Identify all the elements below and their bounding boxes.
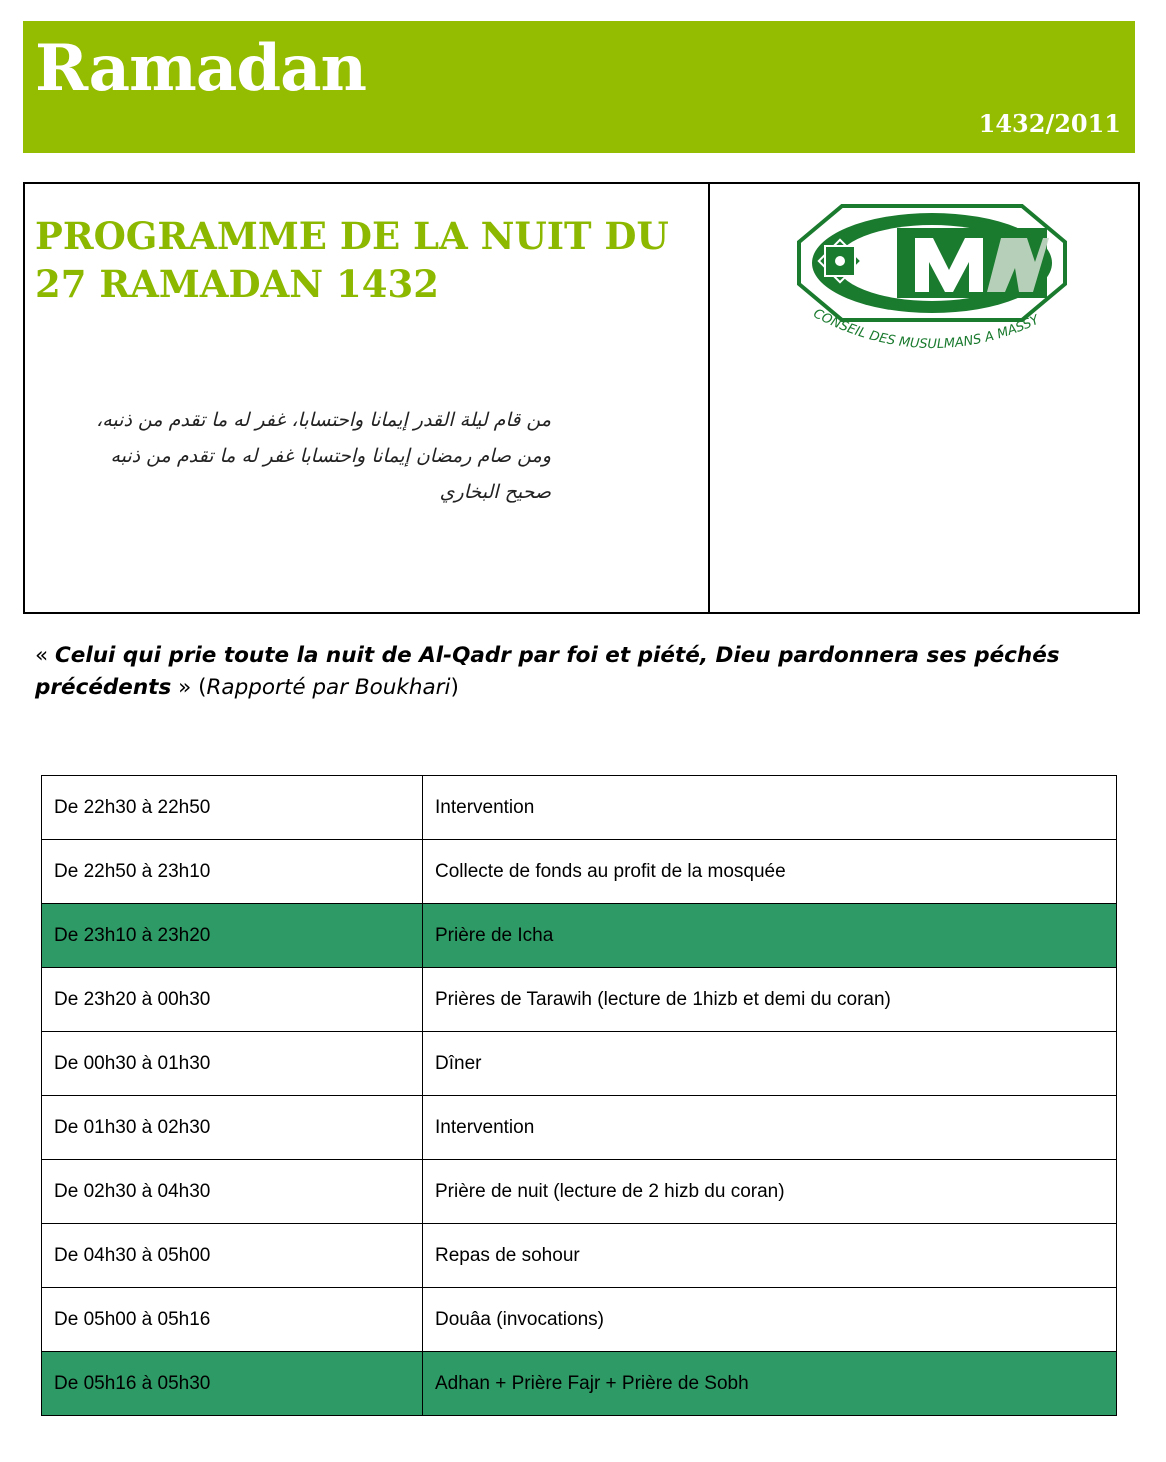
schedule-activity: Douâa (invocations) (423, 1288, 1117, 1352)
schedule-activity: Dîner (423, 1032, 1117, 1096)
schedule-body (42, 776, 1117, 1416)
program-title-line: 27 RAMADAN 1432 (35, 262, 439, 306)
program-title-line: PROGRAMME DE LA NUIT DU (35, 214, 669, 258)
schedule-time: De 23h10 à 23h20 (42, 904, 423, 968)
schedule-activity: Prière de nuit (lecture de 2 hizb du coran) (423, 1160, 1117, 1224)
schedule-row (42, 968, 1117, 1032)
schedule-row (42, 904, 1117, 968)
cmm-logo (787, 192, 1077, 377)
schedule-row (42, 840, 1117, 904)
schedule-row (42, 1224, 1117, 1288)
quote-close: » ( (171, 675, 207, 700)
year-label: 1432/2011 (978, 109, 1121, 138)
schedule-activity: Prières de Tarawih (lecture de 1hizb et demi du coran) (423, 968, 1117, 1032)
schedule-row (42, 776, 1117, 840)
arabic-hadith (65, 402, 551, 510)
schedule-time: De 05h00 à 05h16 (42, 1288, 423, 1352)
schedule-time: De 22h50 à 23h10 (42, 840, 423, 904)
schedule-activity: Prière de Icha (423, 904, 1117, 968)
arabic-line: صحيح البخاري (439, 481, 551, 503)
schedule-activity: Intervention (423, 776, 1117, 840)
schedule-time: De 05h16 à 05h30 (42, 1352, 423, 1416)
arabic-line: من قام ليلة القدر إيمانا واحتسابا، غفر له ما تقدم من ذنبه، (96, 409, 551, 431)
schedule-time: De 02h30 à 04h30 (42, 1160, 423, 1224)
quote-source: Rapporté par Boukhari (206, 675, 451, 700)
schedule-row (42, 1160, 1117, 1224)
program-info-box (23, 182, 1140, 614)
schedule-time: De 22h30 à 22h50 (42, 776, 423, 840)
hadith-quote (35, 640, 1135, 704)
schedule-time: De 01h30 à 02h30 (42, 1096, 423, 1160)
page-title: Ramadan (35, 31, 367, 106)
schedule-row (42, 1032, 1117, 1096)
schedule-time: De 23h20 à 00h30 (42, 968, 423, 1032)
schedule-activity: Collecte de fonds au profit de la mosquée (423, 840, 1117, 904)
schedule-table (41, 775, 1117, 1416)
quote-open: « (35, 643, 55, 668)
quote-end: ) (450, 675, 459, 700)
schedule-activity: Adhan + Prière Fajr + Prière de Sobh (423, 1352, 1117, 1416)
schedule-row (42, 1288, 1117, 1352)
schedule-row (42, 1096, 1117, 1160)
schedule-activity: Repas de sohour (423, 1224, 1117, 1288)
arabic-line: ومن صام رمضان إيمانا واحتسابا غفر له ما تقدم من ذنبه (110, 445, 551, 467)
quote-text: Celui qui prie toute la nuit de Al-Qadr par foi et piété, Dieu pardonnera ses péchés précédents (35, 643, 1060, 700)
schedule-time: De 04h30 à 05h00 (42, 1224, 423, 1288)
header-banner (23, 21, 1135, 153)
schedule-time: De 00h30 à 01h30 (42, 1032, 423, 1096)
schedule-row (42, 1352, 1117, 1416)
program-title (35, 212, 705, 308)
logo-caption-text: CONSEIL DES MUSULMANS A MASSY (810, 306, 1042, 353)
column-divider (708, 184, 710, 612)
schedule-activity: Intervention (423, 1096, 1117, 1160)
star-center (835, 256, 845, 266)
